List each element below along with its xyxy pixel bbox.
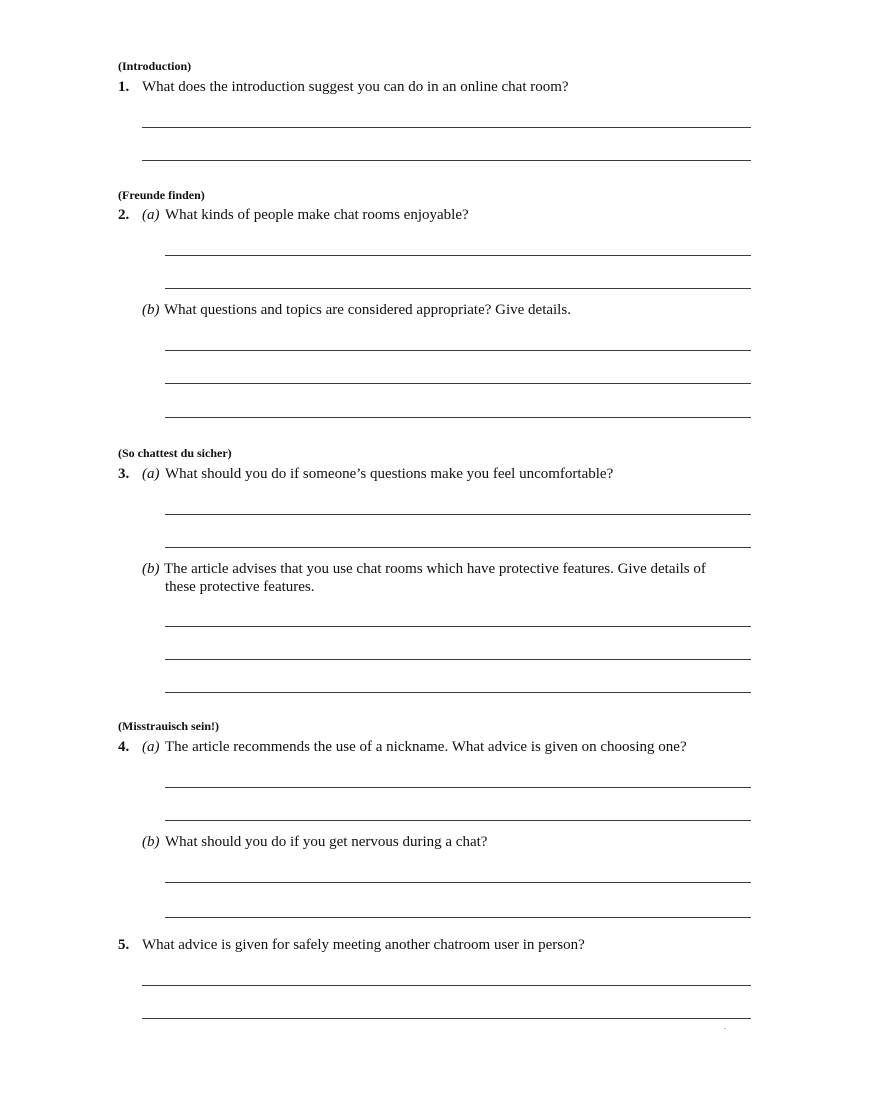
question-1-text: What does the introduction suggest you can do in an online chat room? [142,79,569,95]
question-3b-text-line-1: The article advises that you use chat rooms which have protective features. Give details of [164,561,706,577]
answer-line[interactable] [165,514,751,515]
question-1-number: 1. [118,79,130,95]
section-heading-misstrauisch-sein: (Misstrauisch sein!) [118,719,219,733]
question-4a-label: (a) [142,739,160,755]
question-2a-label: (a) [142,207,160,223]
answer-line[interactable] [165,659,751,660]
question-3b-label: (b) [142,561,160,577]
answer-line[interactable] [142,160,751,161]
question-3-number: 3. [118,466,130,482]
question-2b-text: What questions and topics are considered appropriate? Give details. [164,302,571,318]
answer-line[interactable] [142,985,751,986]
question-3b-text-line-2: these protective features. [165,579,315,595]
answer-line[interactable] [165,417,751,418]
question-2a-text: What kinds of people make chat rooms enjoyable? [165,207,469,223]
answer-line[interactable] [165,882,751,883]
answer-line[interactable] [142,127,751,128]
answer-line[interactable] [165,383,751,384]
answer-line[interactable] [165,255,751,256]
question-4-number: 4. [118,739,130,755]
scan-speck [724,1028,726,1029]
question-5-text: What advice is given for safely meeting another chatroom user in person? [142,937,585,953]
question-3a-label: (a) [142,466,160,482]
question-3a-text: What should you do if someone’s questions make you feel uncomfortable? [165,466,614,482]
answer-line[interactable] [142,1018,751,1019]
question-5-number: 5. [118,937,130,953]
answer-line[interactable] [165,547,751,548]
answer-line[interactable] [165,626,751,627]
section-heading-introduction: (Introduction) [118,59,192,73]
question-4a-text: The article recommends the use of a nickname. What advice is given on choosing one? [165,739,687,755]
question-2b-label: (b) [142,302,160,318]
section-heading-so-chattest-du-sicher: (So chattest du sicher) [118,446,232,460]
section-heading-freunde-finden: (Freunde finden) [118,188,205,202]
answer-line[interactable] [165,917,751,918]
answer-line[interactable] [165,820,751,821]
answer-line[interactable] [165,787,751,788]
answer-line[interactable] [165,692,751,693]
answer-line[interactable] [165,288,751,289]
question-4b-text: What should you do if you get nervous during a chat? [165,834,488,850]
question-2-number: 2. [118,207,130,223]
question-4b-label: (b) [142,834,160,850]
answer-line[interactable] [165,350,751,351]
